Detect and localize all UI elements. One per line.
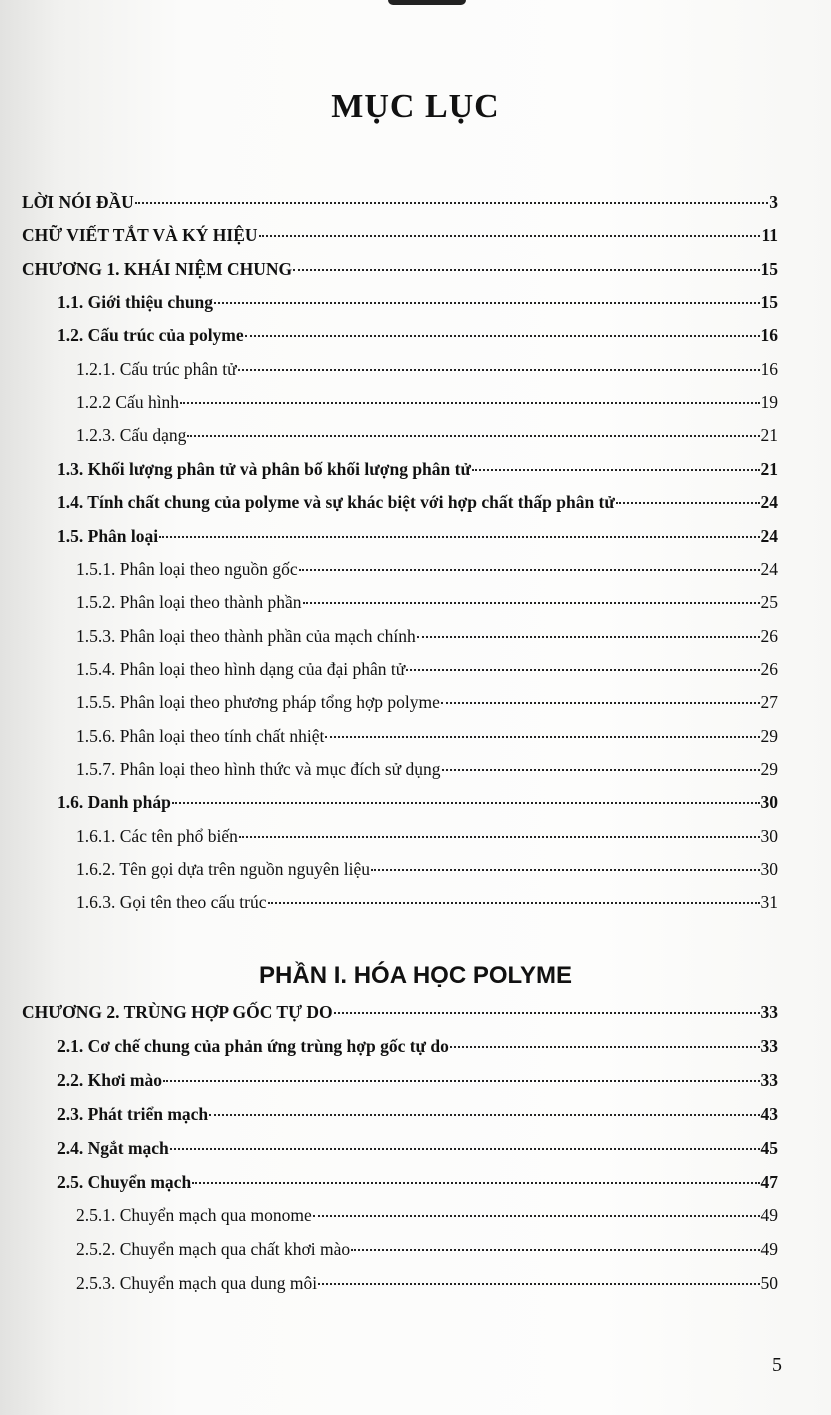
- toc-entry-page: 49: [760, 1205, 778, 1226]
- dot-leader: [371, 869, 760, 871]
- dot-leader: [163, 1080, 760, 1082]
- toc-entry-page: 19: [760, 392, 778, 413]
- toc-entry[interactable]: [57, 524, 778, 548]
- toc-entry-title: 1.3. Khối lượng phân tử và phân bố khối lượng phân tử: [57, 458, 471, 479]
- toc-entry-page: 16: [760, 325, 778, 346]
- dot-leader: [318, 1283, 759, 1285]
- toc-entry-page: 24: [760, 492, 778, 513]
- dot-leader: [417, 636, 760, 638]
- dot-leader: [187, 435, 759, 437]
- toc-entry[interactable]: [57, 1170, 778, 1194]
- toc-entry-page: 15: [760, 258, 778, 279]
- dot-leader: [334, 1012, 760, 1014]
- toc-entry[interactable]: [76, 357, 778, 381]
- toc-entry[interactable]: [76, 890, 778, 914]
- toc-entry-title: 1.2.2 Cấu hình: [76, 392, 180, 413]
- dot-leader: [159, 536, 759, 538]
- toc-entry-title: 1.5.6. Phân loại theo tính chất nhiệt: [76, 725, 325, 746]
- toc-entry-page: 33: [760, 1035, 778, 1056]
- dot-leader: [293, 269, 759, 271]
- toc-entry-title: 1.5. Phân loại: [57, 525, 159, 546]
- dot-leader: [135, 202, 768, 204]
- toc-entry[interactable]: [76, 657, 778, 681]
- toc-entry[interactable]: [22, 190, 778, 214]
- toc-entry-page: 47: [760, 1171, 778, 1192]
- toc-entry-page: 30: [760, 792, 778, 813]
- toc-entry[interactable]: [57, 1034, 778, 1058]
- toc-entry-page: 50: [760, 1273, 778, 1294]
- toc-entry[interactable]: [22, 1000, 778, 1024]
- toc-entry-title: 2.5. Chuyển mạch: [57, 1171, 192, 1192]
- page-number: 5: [772, 1354, 782, 1376]
- toc-entry-page: 29: [760, 758, 778, 779]
- toc-entry[interactable]: [76, 857, 778, 881]
- toc-entry-title: LỜI NÓI ĐẦU: [22, 192, 134, 212]
- toc-entry-page: 11: [761, 225, 778, 246]
- toc-entry-page: 21: [760, 458, 778, 479]
- toc-entry-page: 25: [760, 592, 778, 613]
- toc-entry-page: 30: [760, 825, 778, 846]
- toc-entry-title: 1.5.7. Phân loại theo hình thức và mục đích sử dụng: [76, 758, 441, 779]
- dot-leader: [214, 302, 759, 304]
- dot-leader: [406, 669, 759, 671]
- toc-entry-title: 1.5.4. Phân loại theo hình dạng của đại phân tử: [76, 658, 406, 679]
- dot-leader: [299, 569, 760, 571]
- dot-leader: [239, 836, 760, 838]
- toc-entry[interactable]: [57, 457, 778, 481]
- toc-entry-title: 2.5.2. Chuyển mạch qua chất khơi mào: [76, 1239, 351, 1260]
- toc-entry-title: 1.1. Giới thiệu chung: [57, 292, 214, 313]
- toc-entry-title: CHƯƠNG 2. TRÙNG HỢP GỐC TỰ DO: [22, 1002, 333, 1022]
- dot-leader: [259, 235, 761, 237]
- toc-entry-title: 1.5.3. Phân loại theo thành phần của mạch chính: [76, 625, 416, 646]
- dot-leader: [325, 736, 759, 738]
- toc-entry[interactable]: [76, 724, 778, 748]
- toc-entry[interactable]: [57, 290, 778, 314]
- dot-leader: [441, 702, 760, 704]
- toc-entry-title: 1.2.1. Cấu trúc phân tử: [76, 358, 237, 379]
- toc-entry[interactable]: [76, 624, 778, 648]
- toc-entry[interactable]: [76, 824, 778, 848]
- toc-entry-title: 1.6.2. Tên gọi dựa trên nguồn nguyên liệu: [76, 859, 370, 879]
- toc-entry-page: 31: [760, 892, 778, 913]
- toc-entry-title: 2.5.3. Chuyển mạch qua dung môi: [76, 1273, 318, 1294]
- toc-entry-page: 26: [760, 625, 778, 646]
- toc-entry-title: 2.3. Phát triển mạch: [57, 1103, 209, 1124]
- toc-entry-page: 49: [760, 1239, 778, 1260]
- toc-entry-page: 29: [760, 725, 778, 746]
- toc-entry[interactable]: [57, 490, 778, 514]
- toc-entry-title: 1.5.1. Phân loại theo nguồn gốc: [76, 558, 298, 579]
- dot-leader: [472, 469, 760, 471]
- toc-entry[interactable]: [22, 223, 778, 247]
- toc-entry-page: 45: [760, 1137, 778, 1158]
- toc-entry[interactable]: [57, 1068, 778, 1092]
- toc-entry-page: 27: [760, 692, 778, 713]
- toc-entry-title: 1.5.5. Phân loại theo phương pháp tổng hợp polyme: [76, 692, 440, 713]
- toc-entry-title: 1.6.3. Gọi tên theo cấu trúc: [76, 892, 267, 913]
- toc-entry-page: 33: [760, 1069, 778, 1090]
- toc-entry-page: 24: [760, 525, 778, 546]
- toc-entry-title: 1.5.2. Phân loại theo thành phần: [76, 592, 302, 613]
- dot-leader: [351, 1249, 759, 1251]
- toc-entry-page: 24: [760, 558, 778, 579]
- toc-entry-title: 2.4. Ngắt mạch: [57, 1137, 169, 1158]
- dot-leader: [192, 1182, 759, 1184]
- toc-entry[interactable]: [22, 257, 778, 281]
- dot-leader: [209, 1114, 759, 1116]
- dot-leader: [313, 1215, 760, 1217]
- dot-leader: [268, 902, 760, 904]
- dot-leader: [616, 502, 760, 504]
- toc-entry[interactable]: [76, 757, 778, 781]
- toc-entry[interactable]: [76, 390, 778, 414]
- dot-leader: [450, 1046, 760, 1048]
- toc-entry[interactable]: [57, 1102, 778, 1126]
- toc-entry-title: 2.1. Cơ chế chung của phản ứng trùng hợp gốc tự do: [57, 1035, 449, 1056]
- dot-leader: [172, 802, 760, 804]
- toc-entry[interactable]: [76, 1203, 778, 1227]
- part-heading: PHẦN I. HÓA HỌC POLYME: [259, 962, 572, 989]
- toc-entry-title: 1.6.1. Các tên phổ biến: [76, 825, 238, 846]
- toc-entry[interactable]: [76, 1271, 778, 1295]
- dot-leader: [170, 1148, 760, 1150]
- toc-entry[interactable]: [76, 690, 778, 714]
- toc-entry-title: 1.2.3. Cấu dạng: [76, 425, 187, 446]
- toc-entry-title: 1.2. Cấu trúc của polyme: [57, 325, 244, 346]
- page-title: MỤC LỤC: [331, 88, 500, 125]
- toc-entry[interactable]: [76, 590, 778, 614]
- toc-entry-title: 2.2. Khơi mào: [57, 1069, 162, 1090]
- toc-entry-page: 15: [760, 292, 778, 313]
- toc-entry-title: 2.5.1. Chuyển mạch qua monome: [76, 1205, 312, 1226]
- toc-entry-title: CHƯƠNG 1. KHÁI NIỆM CHUNG: [22, 258, 293, 279]
- toc-entry-title: 1.6. Danh pháp: [57, 792, 171, 813]
- dot-leader: [245, 335, 760, 337]
- dot-leader: [303, 602, 760, 604]
- toc-entry-title: 1.4. Tính chất chung của polyme và sự khác biệt với hợp chất thấp phân tử: [57, 492, 615, 513]
- toc-entry[interactable]: [57, 1136, 778, 1160]
- toc-entry[interactable]: [76, 423, 778, 447]
- toc-entry-page: 30: [760, 859, 778, 879]
- toc-entry-page: 26: [760, 658, 778, 679]
- binding-mark: [388, 0, 466, 5]
- toc-entry-page: 33: [760, 1002, 778, 1022]
- toc-entry[interactable]: [57, 323, 778, 347]
- toc-entry[interactable]: [76, 557, 778, 581]
- toc-entry-page: 43: [760, 1103, 778, 1124]
- toc-entry-page: 21: [760, 425, 778, 446]
- dot-leader: [180, 402, 759, 404]
- toc-entry-page: 3: [769, 192, 778, 212]
- dot-leader: [442, 769, 760, 771]
- toc-entry[interactable]: [76, 1237, 778, 1261]
- toc-entry[interactable]: [57, 790, 778, 814]
- toc-entry-page: 16: [760, 358, 778, 379]
- toc-entry-title: CHỮ VIẾT TẮT VÀ KÝ HIỆU: [22, 225, 258, 246]
- dot-leader: [238, 369, 760, 371]
